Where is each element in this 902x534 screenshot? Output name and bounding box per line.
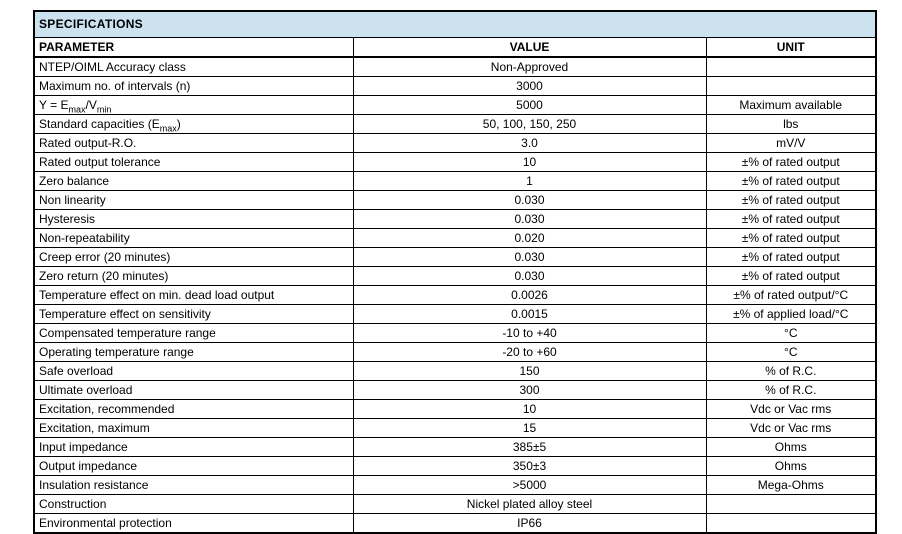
unit-cell: % of R.C.	[706, 381, 876, 400]
parameter-cell: Zero return (20 minutes)	[34, 267, 353, 286]
table-row	[34, 115, 876, 134]
value-cell: -10 to +40	[353, 324, 706, 343]
table-row	[34, 305, 876, 324]
table-row	[34, 172, 876, 191]
table-row	[34, 324, 876, 343]
unit-cell: ±% of rated output	[706, 172, 876, 191]
unit-cell: ±% of rated output	[706, 229, 876, 248]
parameter-cell: Creep error (20 minutes)	[34, 248, 353, 267]
parameter-cell: Hysteresis	[34, 210, 353, 229]
unit-cell: Ohms	[706, 457, 876, 476]
parameter-cell: Standard capacities $(E_{max})$	[34, 115, 353, 134]
value-cell: Non-Approved	[353, 57, 706, 77]
unit-cell: ±% of rated output/°C	[706, 286, 876, 305]
unit-cell: Maximum available	[706, 96, 876, 115]
parameter-cell: Safe overload	[34, 362, 353, 381]
unit-cell	[706, 77, 876, 96]
column-header-value: VALUE	[353, 37, 706, 57]
value-cell: 0.020	[353, 229, 706, 248]
table-row	[34, 153, 876, 172]
unit-cell: Vdc or Vac rms	[706, 400, 876, 419]
specifications-table	[33, 10, 877, 534]
table-title-row	[34, 11, 876, 37]
value-cell: IP66	[353, 514, 706, 534]
table-row	[34, 267, 876, 286]
value-cell: 0.030	[353, 191, 706, 210]
parameter-cell: Construction	[34, 495, 353, 514]
table-row	[34, 438, 876, 457]
unit-cell	[706, 495, 876, 514]
specifications-section	[33, 10, 877, 534]
parameter-cell: Non linearity	[34, 191, 353, 210]
parameter-cell: Temperature effect on min. dead load output	[34, 286, 353, 305]
parameter-cell: Ultimate overload	[34, 381, 353, 400]
value-cell: 0.0015	[353, 305, 706, 324]
value-cell: 385±5	[353, 438, 706, 457]
parameter-cell: Excitation, recommended	[34, 400, 353, 419]
unit-cell: Vdc or Vac rms	[706, 419, 876, 438]
parameter-cell: Output impedance	[34, 457, 353, 476]
unit-cell: ±% of rated output	[706, 267, 876, 286]
value-cell: 50, 100, 150, 250	[353, 115, 706, 134]
table-row	[34, 419, 876, 438]
unit-cell: % of R.C.	[706, 362, 876, 381]
column-header-unit: UNIT	[706, 37, 876, 57]
table-row	[34, 457, 876, 476]
table-row	[34, 229, 876, 248]
value-cell: 10	[353, 153, 706, 172]
unit-cell: ±% of rated output	[706, 248, 876, 267]
unit-cell: Mega-Ohms	[706, 476, 876, 495]
unit-cell: °C	[706, 324, 876, 343]
column-header-parameter: PARAMETER	[34, 37, 353, 57]
parameter-cell: Rated output tolerance	[34, 153, 353, 172]
spec-table-body	[34, 57, 876, 533]
value-cell: 300	[353, 381, 706, 400]
unit-cell: ±% of applied load/°C	[706, 305, 876, 324]
value-cell: 0.030	[353, 267, 706, 286]
value-cell: 1	[353, 172, 706, 191]
table-row	[34, 343, 876, 362]
parameter-cell: Zero balance	[34, 172, 353, 191]
parameter-cell: Non-repeatability	[34, 229, 353, 248]
table-row	[34, 96, 876, 115]
column-header-row	[34, 37, 876, 57]
parameter-cell: Temperature effect on sensitivity	[34, 305, 353, 324]
table-row	[34, 191, 876, 210]
parameter-cell: Rated output-R.O.	[34, 134, 353, 153]
table-row	[34, 400, 876, 419]
unit-cell	[706, 57, 876, 77]
value-cell: 350±3	[353, 457, 706, 476]
parameter-cell: Maximum no. of intervals (n)	[34, 77, 353, 96]
parameter-cell: Excitation, maximum	[34, 419, 353, 438]
table-row	[34, 134, 876, 153]
value-cell: 15	[353, 419, 706, 438]
table-row	[34, 362, 876, 381]
parameter-cell: Environmental protection	[34, 514, 353, 534]
value-cell: >5000	[353, 476, 706, 495]
parameter-cell: Input impedance	[34, 438, 353, 457]
table-row	[34, 286, 876, 305]
unit-cell: ±% of rated output	[706, 153, 876, 172]
unit-cell: lbs	[706, 115, 876, 134]
parameter-cell: $Y = E_{max}/V_{min}$	[34, 96, 353, 115]
table-row	[34, 495, 876, 514]
parameter-cell: NTEP/OIML Accuracy class	[34, 57, 353, 77]
table-row	[34, 210, 876, 229]
value-cell: 0.0026	[353, 286, 706, 305]
parameter-cell: Operating temperature range	[34, 343, 353, 362]
value-cell: Nickel plated alloy steel	[353, 495, 706, 514]
unit-cell: Ohms	[706, 438, 876, 457]
value-cell: 0.030	[353, 210, 706, 229]
unit-cell: °C	[706, 343, 876, 362]
table-title: SPECIFICATIONS	[34, 11, 876, 37]
unit-cell: ±% of rated output	[706, 191, 876, 210]
table-row	[34, 57, 876, 77]
table-row	[34, 381, 876, 400]
value-cell: 5000	[353, 96, 706, 115]
table-row	[34, 248, 876, 267]
table-row	[34, 77, 876, 96]
value-cell: 0.030	[353, 248, 706, 267]
table-row	[34, 476, 876, 495]
value-cell: 3.0	[353, 134, 706, 153]
table-row	[34, 514, 876, 534]
unit-cell: mV/V	[706, 134, 876, 153]
value-cell: -20 to +60	[353, 343, 706, 362]
unit-cell	[706, 514, 876, 534]
parameter-cell: Insulation resistance	[34, 476, 353, 495]
value-cell: 10	[353, 400, 706, 419]
value-cell: 3000	[353, 77, 706, 96]
parameter-cell: Compensated temperature range	[34, 324, 353, 343]
value-cell: 150	[353, 362, 706, 381]
unit-cell: ±% of rated output	[706, 210, 876, 229]
